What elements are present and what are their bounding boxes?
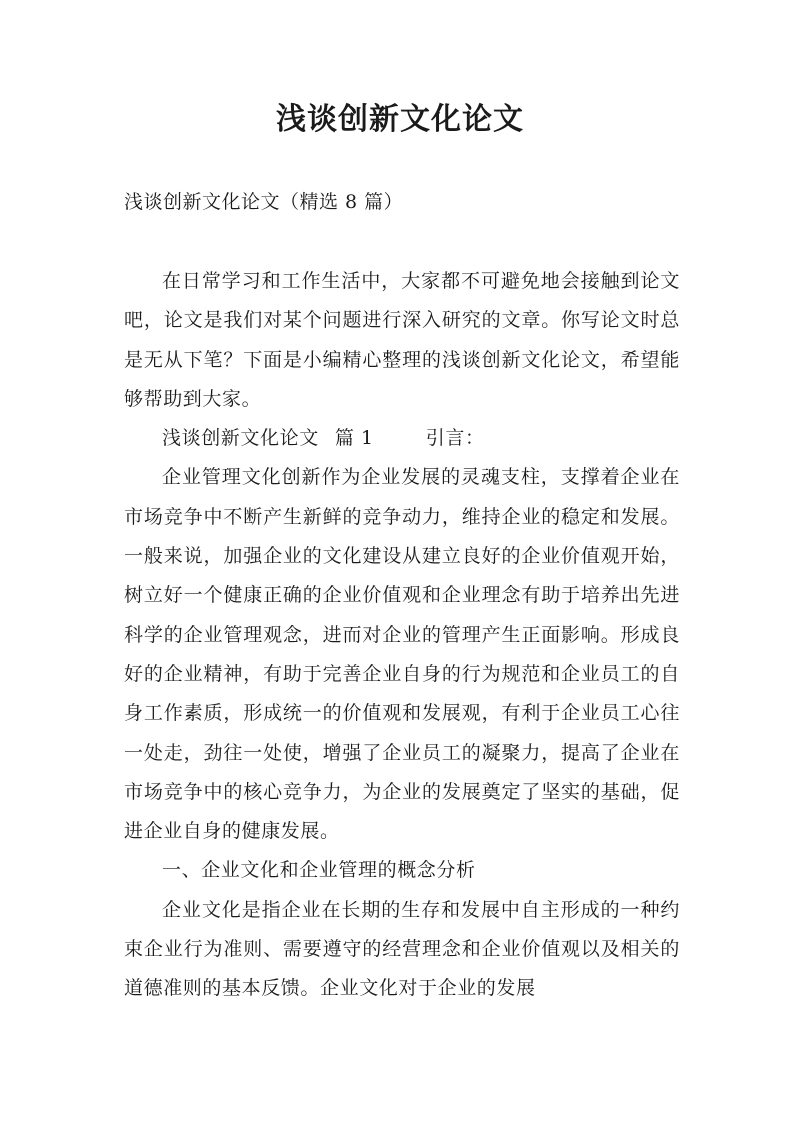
article-part: 篇 1 <box>334 427 374 450</box>
document-title: 浅谈创新文化论文 <box>276 102 524 137</box>
article-heading <box>124 419 680 458</box>
document-subtitle: 浅谈创新文化论文（精选 8 篇） <box>124 191 404 213</box>
body-paragraph-1: 企业管理文化创新作为企业发展的灵魂支柱，支撑着企业在市场竞争中不断产生新鲜的竞争动力，维持企业的稳定和发展。一般来说，加强企业的文化建设从建立良好的企业价值观开始，树立好一个健康正确的企业价值观和企业理念有助于培养出先进科学的企业管理观念，进而对企业的管理产生正面影响。形成良好的企业精神，有助于完善企业自身的行为规范和企业员工的自身工作素质，形成统一的价值观和发展观，有利于企业员工心往一处走，劲往一处使，增强了企业员工的凝聚力，提高了企业在市场竞争中的核心竞争力，为企业的发展奠定了坚实的基础，促进企业自身的健康发展。 <box>124 466 680 843</box>
intro-paragraph: 在日常学习和工作生活中，大家都不可避免地会接触到论文吧，论文是我们对某个问题进行深入研究的文章。你写论文时总是无从下笔？下面是小编精心整理的浅谈创新文化论文，希望能够帮助到大家。 <box>124 270 680 410</box>
article-name: 浅谈创新文化论文 <box>162 427 319 450</box>
body-paragraph-2: 企业文化是指企业在长期的生存和发展中自主形成的一种约束企业行为准则、需要遵守的经营理念和企业价值观以及相关的道德准则的基本反馈。企业文化对于企业的发展 <box>124 898 680 1000</box>
article-lead: 引言： <box>425 427 485 450</box>
document-body <box>124 262 680 1009</box>
section-heading-1: 一、企业文化和企业管理的概念分析 <box>162 859 476 882</box>
